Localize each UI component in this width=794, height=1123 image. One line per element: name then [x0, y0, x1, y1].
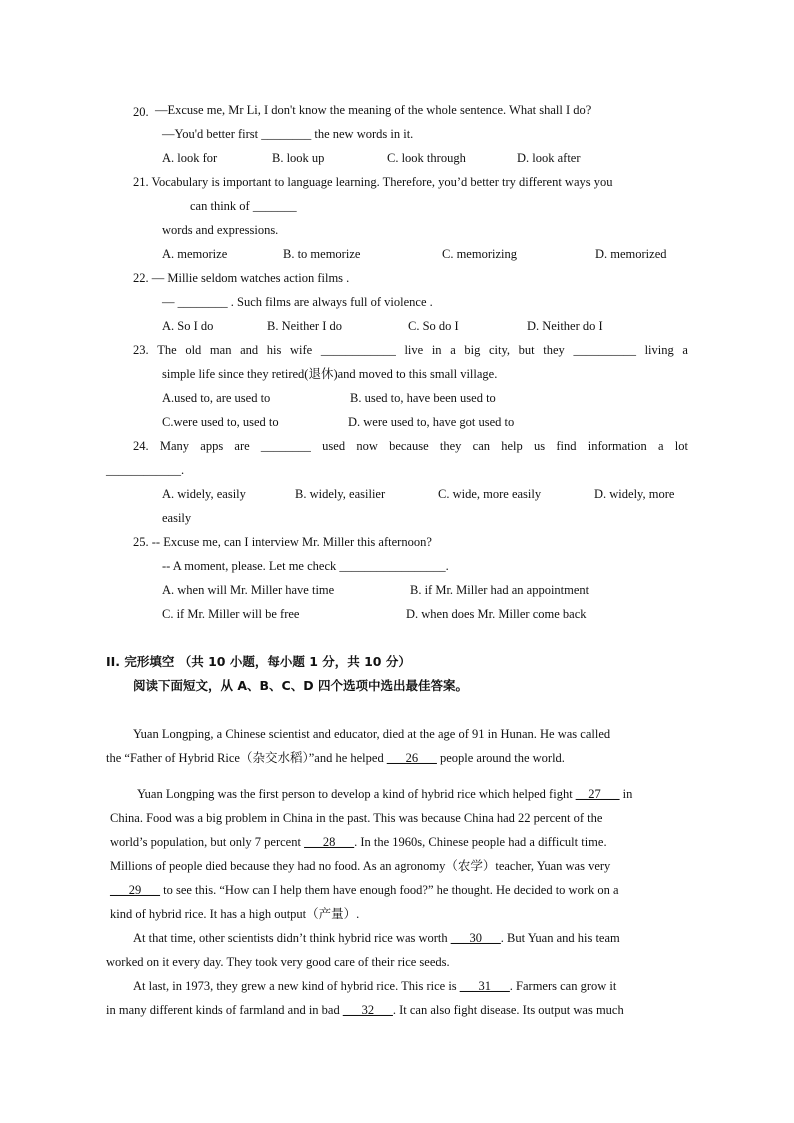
- q24-line1: [133, 438, 688, 454]
- q25-option-a: A. when will Mr. Miller have time: [162, 583, 335, 597]
- passage-p2-line4: Millions of people died because they had no food. As an agronomy（农学）teacher, Yuan was very: [110, 859, 611, 873]
- q24-word: a: [657, 439, 664, 453]
- blank-27: __27___: [575, 787, 620, 801]
- q23-option-a: A.used to, are used to: [162, 391, 271, 405]
- passage-p2-line5: [110, 882, 619, 898]
- q21-line2: can think of _______: [190, 199, 297, 213]
- q20-number: 20.: [133, 105, 149, 119]
- q24-option-d-cont: easily: [162, 511, 192, 525]
- q22-option-a: A. So I do: [162, 319, 214, 333]
- passage-p3-line2: worked on it every day. They took very good care of their rice seeds.: [106, 955, 450, 969]
- q25-line2: -- A moment, please. Let me check _________________.: [162, 559, 449, 573]
- passage-p3-line1: [133, 930, 620, 946]
- q23-word: his: [266, 343, 282, 357]
- passage-text: At last, in 1973, they grew a new kind of hybrid rice. This rice is: [133, 979, 460, 993]
- q24-word: lot: [674, 439, 688, 453]
- passage-text: . But Yuan and his team: [500, 931, 620, 945]
- blank-31: ___31___: [459, 979, 510, 993]
- q23-word: and: [240, 343, 259, 357]
- passage-p4-line1: [133, 978, 616, 994]
- q23-word: a: [450, 343, 456, 357]
- passage-text: in: [619, 787, 633, 801]
- q20-option-b: B. look up: [272, 151, 325, 165]
- q24-word: are: [234, 439, 250, 453]
- q22-option-d: D. Neither do I: [527, 319, 603, 333]
- q25-option-b: B. if Mr. Miller had an appointment: [410, 583, 590, 597]
- passage-text: world’s population, but only 7 percent: [110, 835, 305, 849]
- q25-option-c: C. if Mr. Miller will be free: [162, 607, 300, 621]
- q22-line1: 22. — Millie seldom watches action films .: [133, 271, 350, 285]
- q23-word: live: [404, 343, 424, 357]
- q24-word: they: [439, 439, 462, 453]
- q24-word: help: [501, 439, 523, 453]
- q23-blank: __________: [573, 343, 636, 357]
- q23-option-b: B. used to, have been used to: [350, 391, 496, 405]
- q24-word: because: [389, 439, 429, 453]
- q22-option-c: C. So do I: [408, 319, 459, 333]
- passage-text: to see this. “How can I help them have enough food?” he thought. He decided to work on a: [160, 883, 619, 897]
- q20-option-c: C. look through: [387, 151, 466, 165]
- passage-p1-line1: Yuan Longping, a Chinese scientist and educator, died at the age of 91 in Hunan. He was called: [133, 727, 611, 741]
- blank-28: ___28___: [304, 835, 355, 849]
- passage-p1-line2: [106, 750, 565, 766]
- q23-word: they: [543, 343, 565, 357]
- passage-text: the “Father of Hybrid Rice（杂交水稻）”and he helped: [106, 751, 387, 765]
- q25-line1: 25. -- Excuse me, can I interview Mr. Miller this afternoon?: [133, 535, 432, 549]
- q23-option-c: C.were used to, used to: [162, 415, 279, 429]
- q21-option-c: C. memorizing: [442, 247, 517, 261]
- q21-option-d: D. memorized: [595, 247, 667, 261]
- blank-26: ___26___: [386, 751, 437, 765]
- q23-word: 23.: [133, 343, 149, 357]
- q24-word: us: [534, 439, 546, 453]
- passage-text: . In the 1960s, Chinese people had a difficult time.: [354, 835, 607, 849]
- q23-word: a: [682, 343, 688, 357]
- q23-word: The: [157, 343, 177, 357]
- q23-word: in: [431, 343, 442, 357]
- passage-p4-line2: [106, 1002, 624, 1018]
- blank-29: ___29___: [110, 883, 160, 897]
- q24-option-d: D. widely, more: [594, 487, 675, 501]
- section-title: II. 完形填空 （共 10 小题，每小题 1 分，共 10 分）: [106, 654, 411, 669]
- q20-option-d: D. look after: [517, 151, 581, 165]
- q23-word: man: [209, 343, 232, 357]
- passage-text: people around the world.: [436, 751, 565, 765]
- q24-word: Many: [159, 439, 190, 453]
- q22-line2: — ________ . Such films are always full of violence .: [162, 295, 433, 309]
- q20-line2: —You'd better first ________ the new words in it.: [162, 127, 414, 141]
- q23-option-d: D. were used to, have got used to: [348, 415, 515, 429]
- q21-line3: words and expressions.: [162, 223, 279, 237]
- blank-30: ___30___: [450, 931, 501, 945]
- q22-option-b: B. Neither I do: [267, 319, 342, 333]
- section-instruction: 阅读下面短文，从 A、B、C、D 四个选项中选出最佳答案。: [133, 678, 468, 693]
- q21-line1: 21. Vocabulary is important to language learning. Therefore, you’d better try different ways you: [133, 175, 613, 189]
- passage-text: . It can also fight disease. Its output was much: [392, 1003, 624, 1017]
- q24-word: used: [322, 439, 346, 453]
- passage-text: At that time, other scientists didn’t think hybrid rice was worth: [133, 931, 451, 945]
- q24-word: 24.: [133, 439, 149, 453]
- q24-option-a: A. widely, easily: [162, 487, 246, 501]
- passage-text: Yuan Longping was the first person to develop a kind of hybrid rice which helped fight: [137, 787, 576, 801]
- q24-word: apps: [200, 439, 224, 453]
- q24-option-c: C. wide, more easily: [438, 487, 542, 501]
- q25-option-d: D. when does Mr. Miller come back: [406, 607, 587, 621]
- q24-word: find: [556, 439, 577, 453]
- q23-line1: [133, 342, 688, 358]
- passage-p2-line3: [110, 834, 607, 850]
- q23-word: but: [518, 343, 535, 357]
- q24-option-b: B. widely, easilier: [295, 487, 386, 501]
- q24-line2: ____________.: [106, 463, 185, 477]
- q23-word: living: [644, 343, 674, 357]
- q24-word: now: [356, 439, 378, 453]
- blank-32: ___32___: [342, 1003, 393, 1017]
- q23-line2: simple life since they retired(退休)and moved to this small village.: [162, 367, 498, 381]
- passage-p2-line1: [137, 786, 632, 802]
- passage-p2-line2: China. Food was a big problem in China in the past. This was because China had 22 percent of the: [110, 811, 603, 825]
- q23-word: city,: [488, 343, 511, 357]
- q23-word: old: [185, 343, 202, 357]
- q24-word: information: [587, 439, 647, 453]
- passage-p2-line6: kind of hybrid rice. It has a high output（产量）.: [110, 907, 360, 921]
- q24-word: can: [472, 439, 490, 453]
- passage-text: . Farmers can grow it: [509, 979, 617, 993]
- q21-option-b: B. to memorize: [283, 247, 361, 261]
- q20-line1: —Excuse me, Mr Li, I don't know the meaning of the whole sentence. What shall I do?: [155, 103, 592, 117]
- q20-option-a: A. look for: [162, 151, 218, 165]
- passage-text: in many different kinds of farmland and in bad: [106, 1003, 343, 1017]
- q23-blank: ____________: [320, 343, 396, 357]
- q21-option-a: A. memorize: [162, 247, 228, 261]
- q23-word: wife: [289, 343, 313, 357]
- q23-word: big: [464, 343, 481, 357]
- q24-blank: ________: [260, 439, 311, 453]
